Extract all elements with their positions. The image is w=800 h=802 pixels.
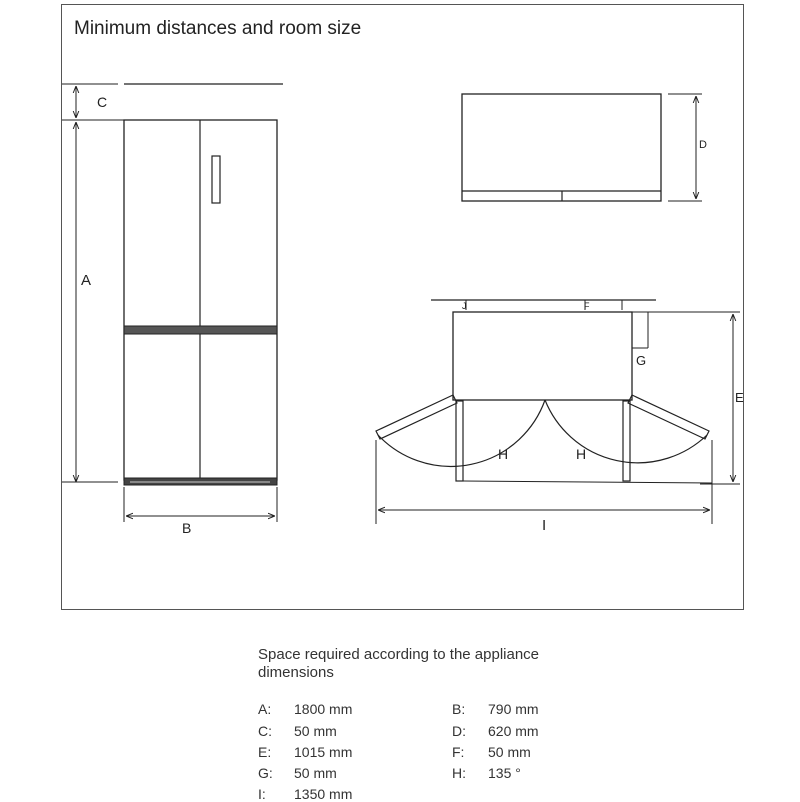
middle-divider <box>124 326 277 334</box>
label-b: B <box>182 520 192 536</box>
spec-key: E: <box>258 744 272 760</box>
label-h-left: H <box>498 446 509 462</box>
specs-heading: Space required according to the appliance dimensions <box>258 646 540 681</box>
fridge-side-body <box>462 94 661 201</box>
label-a: A <box>81 272 92 289</box>
spec-key: C: <box>258 723 272 739</box>
spec-h <box>452 765 521 781</box>
label-h-right: H <box>576 446 587 462</box>
spec-key: I: <box>258 786 266 802</box>
swing-arc-left <box>378 400 545 466</box>
label-g: G <box>636 353 647 368</box>
label-i: I <box>542 517 547 534</box>
spec-f <box>452 744 531 760</box>
inner-door-right <box>623 401 630 481</box>
spec-value: 50 mm <box>488 744 531 760</box>
fridge-side-view <box>462 94 702 201</box>
inner-door-left <box>456 401 463 481</box>
label-d: D <box>699 139 707 151</box>
fridge-front-view <box>62 84 283 522</box>
spec-value: 50 mm <box>294 723 337 739</box>
spec-key: F: <box>452 744 465 760</box>
spec-d <box>452 723 539 739</box>
spec-key: H: <box>452 765 466 781</box>
door-handle <box>212 156 220 203</box>
spec-value: 1350 mm <box>294 786 353 802</box>
outer-door-right <box>628 395 709 439</box>
spec-a <box>258 701 352 717</box>
spec-b <box>452 701 539 717</box>
swing-arc-right <box>545 400 707 463</box>
spec-c <box>258 723 337 739</box>
spec-key: A: <box>258 701 272 717</box>
spec-key: B: <box>452 701 466 717</box>
spec-value: 790 mm <box>488 701 539 717</box>
spec-key: G: <box>258 765 273 781</box>
outer-door-left <box>376 395 457 439</box>
spec-value: 620 mm <box>488 723 539 739</box>
diagram-title: Minimum distances and room size <box>74 18 362 39</box>
label-j: J <box>462 301 467 311</box>
spec-e <box>258 744 352 760</box>
fridge-top-view <box>376 300 740 524</box>
spec-value: 135 ° <box>488 765 521 781</box>
label-e: E <box>735 390 744 405</box>
label-f: F <box>584 301 590 311</box>
spec-value: 1015 mm <box>294 744 353 760</box>
spec-g <box>258 765 337 781</box>
spec-value: 50 mm <box>294 765 337 781</box>
fridge-top-body <box>453 312 632 400</box>
label-c: C <box>97 94 108 110</box>
spec-key: D: <box>452 723 466 739</box>
spec-value: 1800 mm <box>294 701 353 717</box>
